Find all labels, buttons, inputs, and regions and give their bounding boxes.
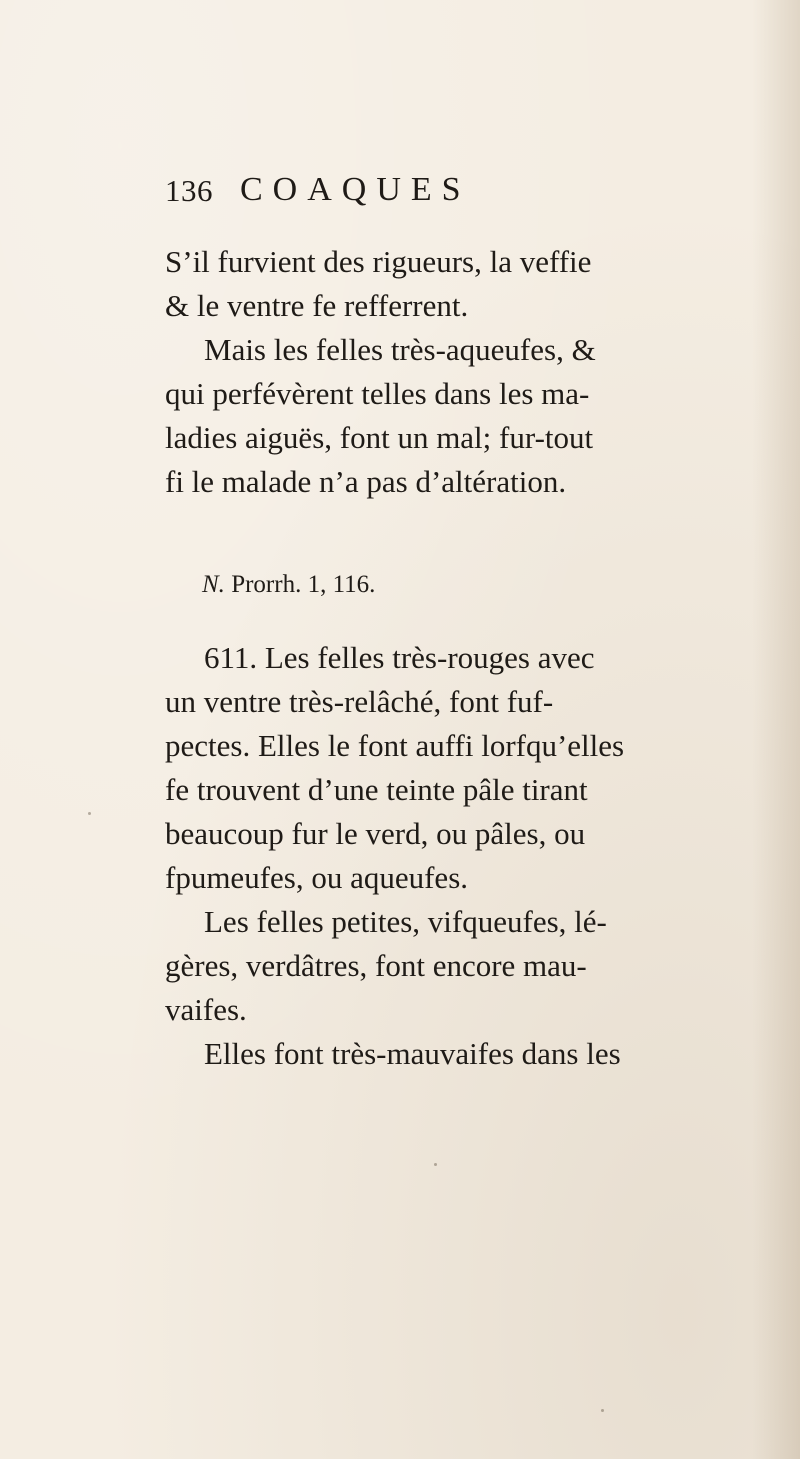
paragraph-4	[165, 900, 757, 1032]
paper-speck	[601, 1409, 604, 1412]
paper-speck	[88, 812, 91, 815]
text-line: qui perfévèrent telles dans les ma-	[165, 376, 590, 411]
paragraph-2	[165, 328, 757, 504]
paragraph-5	[165, 1032, 757, 1076]
paragraph-1	[165, 240, 757, 328]
text-line: S’il furvient des rigueurs, la veffie	[165, 244, 592, 279]
text-line: Les felles petites, vifqueufes, lé-	[204, 904, 607, 939]
paragraph-3	[165, 636, 757, 900]
text-line: fi le malade n’a pas d’altération.	[165, 464, 567, 499]
page-header	[165, 173, 665, 223]
text-line: pectes. Elles le font auffi lorfqu’elles	[165, 728, 625, 763]
text-line: un ventre très-relâché, font fuf-	[165, 684, 554, 719]
text-line: ladies aiguës, font un mal; fur-tout	[165, 420, 594, 455]
text-line: vaifes.	[165, 992, 247, 1027]
text-line: fe trouvent d’une teinte pâle tirant	[165, 772, 588, 807]
page-number: 136	[165, 173, 213, 208]
text-line: 611. Les felles très-rouges avec	[204, 640, 595, 675]
text-line: fpumeufes, ou aqueufes.	[165, 860, 469, 895]
reference-text: Prorrh. 1, 116.	[231, 571, 376, 598]
reference-abbr: N.	[202, 571, 225, 598]
running-head: COAQUES	[240, 171, 471, 208]
paper-speck	[434, 1163, 437, 1166]
text-line: beaucoup fur le verd, ou pâles, ou	[165, 816, 586, 851]
text-line: & le ventre fe refferrent.	[165, 288, 469, 323]
text-line: Elles font très-mauvaifes dans les	[204, 1036, 621, 1071]
reference-citation	[202, 570, 375, 600]
text-line: Mais les felles très-aqueufes, &	[204, 332, 596, 367]
text-line: gères, verdâtres, font encore mau-	[165, 948, 587, 983]
